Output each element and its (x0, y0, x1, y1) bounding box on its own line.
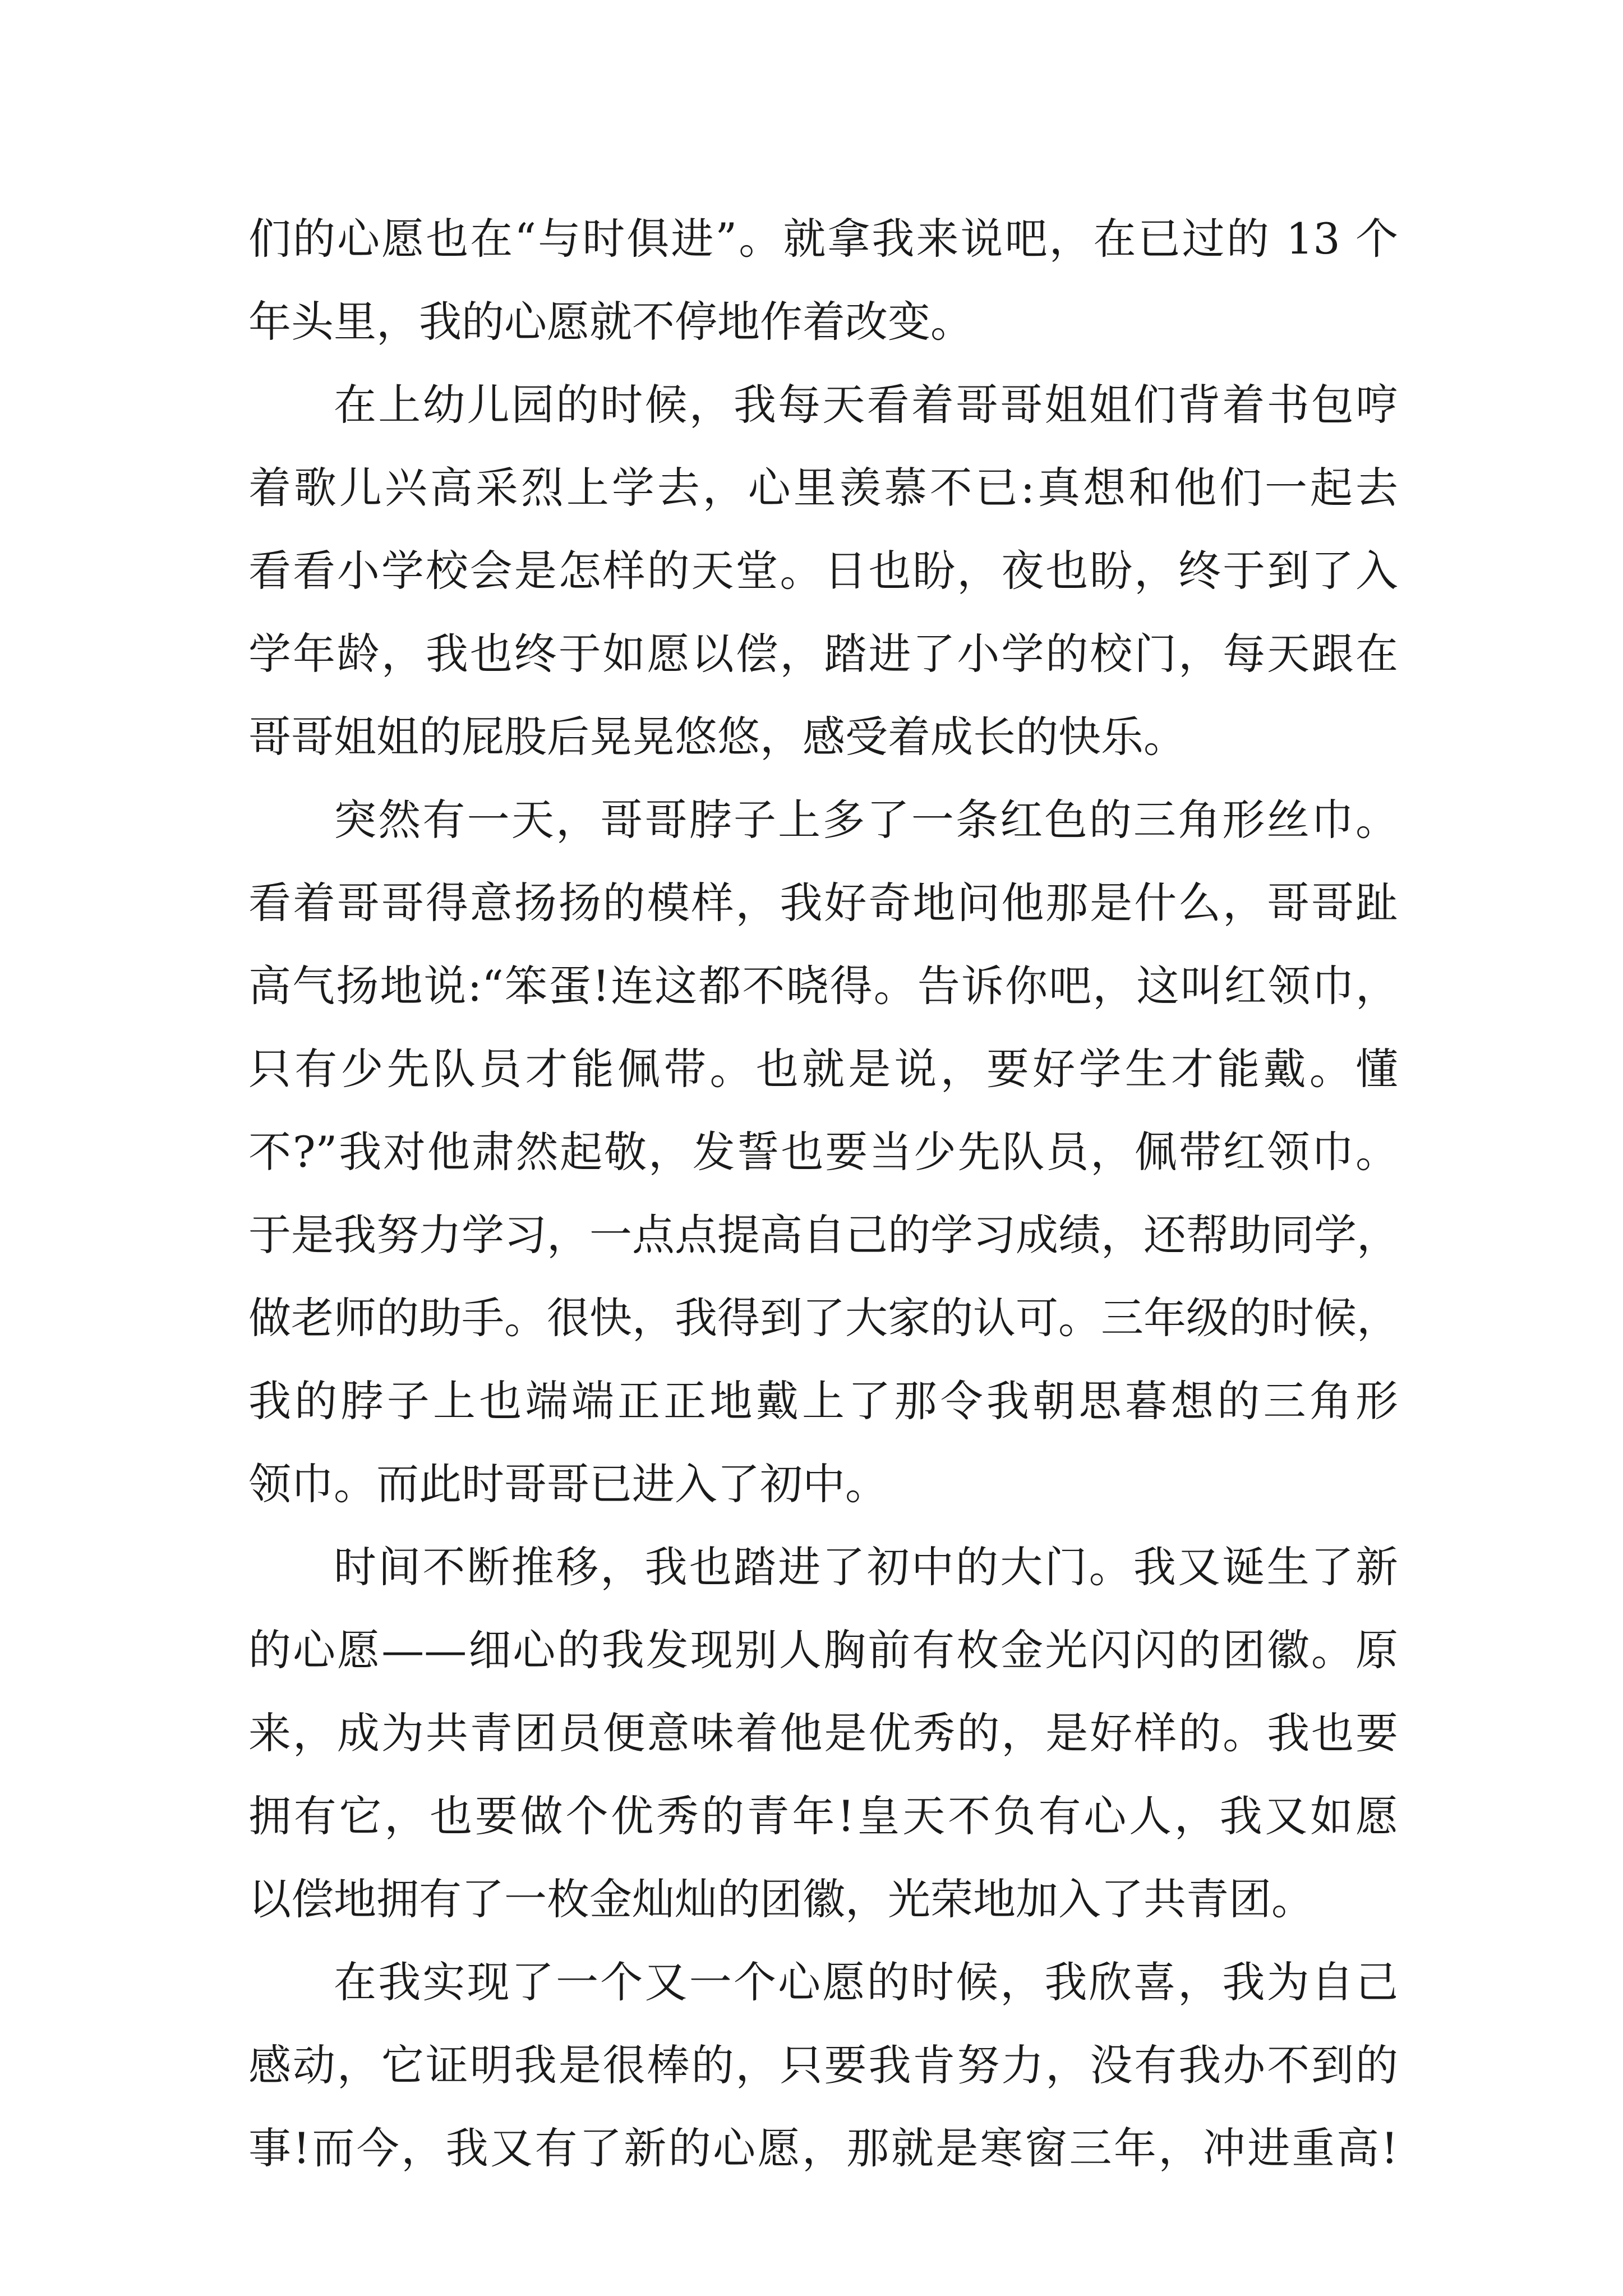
text-line: 我的脖子上也端端正正地戴上了那令我朝思暮想的三角形 (248, 1376, 1398, 1426)
text-line: 时间不断推移，我也踏进了初中的大门。我又诞生了新 (334, 1542, 1398, 1592)
text-line: 以偿地拥有了一枚金灿灿的团徽，光荣地加入了共青团。 (248, 1874, 1314, 1924)
text-line: 不?”我对他肃然起敬，发誓也要当少先队员，佩带红领巾。 (248, 1127, 1398, 1177)
text-line: 学年龄，我也终于如愿以偿，踏进了小学的校门，每天跟在 (248, 629, 1398, 679)
text-line: 在我实现了一个又一个心愿的时候，我欣喜，我为自己 (334, 1957, 1398, 2007)
text-line: 做老师的助手。很快，我得到了大家的认可。三年级的时候， (248, 1293, 1399, 1343)
text-line: 年头里，我的心愿就不停地作着改变。 (248, 297, 973, 347)
text-line: 于是我努力学习，一点点提高自己的学习成绩，还帮助同学， (248, 1210, 1399, 1260)
text-line: 在上幼儿园的时候，我每天看着哥哥姐姐们背着书包哼 (334, 380, 1398, 430)
text-line: 看看小学校会是怎样的天堂。日也盼，夜也盼，终于到了入 (248, 546, 1398, 596)
body-text (248, 197, 1398, 2190)
text-line: 们的心愿也在“与时俱进”。就拿我来说吧，在已过的 13 个 (248, 214, 1398, 264)
text-line: 看着哥哥得意扬扬的模样，我好奇地问他那是什么，哥哥趾 (248, 878, 1398, 928)
text-line: 来，成为共青团员便意味着他是优秀的，是好样的。我也要 (248, 1708, 1398, 1758)
text-line: 哥哥姐姐的屁股后晃晃悠悠，感受着成长的快乐。 (248, 712, 1186, 762)
text-line: 只有少先队员才能佩带。也就是说，要好学生才能戴。懂 (248, 1044, 1398, 1094)
text-line: 着歌儿兴高采烈上学去，心里羡慕不已:真想和他们一起去 (248, 463, 1398, 513)
text-line: 事!而今，我又有了新的心愿，那就是寒窗三年，冲进重高! (248, 2123, 1398, 2173)
text-line: 突然有一天，哥哥脖子上多了一条红色的三角形丝巾。 (334, 795, 1398, 845)
text-line: 高气扬地说:“笨蛋!连这都不晓得。告诉你吧，这叫红领巾， (248, 961, 1398, 1011)
text-line: 拥有它，也要做个优秀的青年!皇天不负有心人，我又如愿 (248, 1791, 1398, 1841)
text-line: 的心愿——细心的我发现别人胸前有枚金光闪闪的团徽。原 (248, 1625, 1398, 1675)
text-line: 感动，它证明我是很棒的，只要我肯努力，没有我办不到的 (248, 2040, 1398, 2090)
text-line: 领巾。而此时哥哥已进入了初中。 (248, 1459, 888, 1509)
